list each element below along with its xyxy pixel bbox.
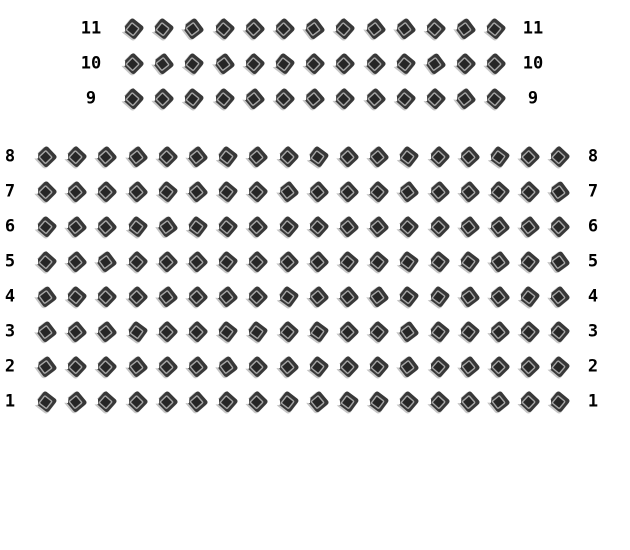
seat-icon[interactable] <box>335 179 361 205</box>
seat-icon[interactable] <box>422 16 448 42</box>
seat-icon[interactable] <box>305 354 331 380</box>
seat-icon[interactable] <box>154 214 180 240</box>
seat-icon[interactable] <box>452 86 478 112</box>
seat-icon[interactable] <box>426 214 452 240</box>
seat-icon[interactable] <box>275 319 301 345</box>
seat-icon[interactable] <box>516 319 542 345</box>
seat-icon[interactable] <box>154 249 180 275</box>
seat-icon[interactable] <box>184 354 210 380</box>
row-label-left: 4 <box>4 286 16 307</box>
row-label-left: 6 <box>4 216 16 237</box>
seat-icon[interactable] <box>456 389 482 415</box>
seat-icon[interactable] <box>33 389 59 415</box>
seat-icon[interactable] <box>426 284 452 310</box>
seat-icon[interactable] <box>305 319 331 345</box>
seat-icon[interactable] <box>546 179 572 205</box>
seat-icon[interactable] <box>214 214 240 240</box>
seat-icon[interactable] <box>211 16 237 42</box>
seat-icon[interactable] <box>456 354 482 380</box>
seat-icon[interactable] <box>154 179 180 205</box>
seat-icon[interactable] <box>124 354 150 380</box>
seat-icon[interactable] <box>214 354 240 380</box>
row-label-left: 8 <box>4 146 16 167</box>
row-label-left: 9 <box>85 88 97 109</box>
seat-icon[interactable] <box>335 354 361 380</box>
seat-icon[interactable] <box>275 214 301 240</box>
row-label-right: 3 <box>587 321 599 342</box>
seat-icon[interactable] <box>180 86 206 112</box>
seat-icon[interactable] <box>516 389 542 415</box>
seat-icon[interactable] <box>422 86 448 112</box>
seat-icon[interactable] <box>244 249 270 275</box>
row-label-right: 5 <box>587 251 599 272</box>
seat-icon[interactable] <box>184 179 210 205</box>
seat-icon[interactable] <box>93 249 119 275</box>
seat-icon[interactable] <box>124 284 150 310</box>
seat-icon[interactable] <box>93 144 119 170</box>
seat-icon[interactable] <box>392 86 418 112</box>
seat-icon[interactable] <box>305 144 331 170</box>
seat-icon[interactable] <box>271 16 297 42</box>
seat-icon[interactable] <box>33 319 59 345</box>
seat-icon[interactable] <box>365 319 391 345</box>
seat-icon[interactable] <box>150 86 176 112</box>
seat-icon[interactable] <box>331 51 357 77</box>
seat-icon[interactable] <box>124 144 150 170</box>
row-label-right: 11 <box>522 18 544 39</box>
seat-icon[interactable] <box>305 179 331 205</box>
row-label-left: 1 <box>4 391 16 412</box>
seat-icon[interactable] <box>516 249 542 275</box>
seat-icon[interactable] <box>546 389 572 415</box>
seat-icon[interactable] <box>486 284 512 310</box>
seat-icon[interactable] <box>482 86 508 112</box>
seat-icon[interactable] <box>154 354 180 380</box>
seat-icon[interactable] <box>301 16 327 42</box>
row-label-left: 11 <box>80 18 102 39</box>
seat-icon[interactable] <box>365 249 391 275</box>
seat-icon[interactable] <box>365 144 391 170</box>
seat-icon[interactable] <box>184 319 210 345</box>
seat-icon[interactable] <box>63 319 89 345</box>
seat-icon[interactable] <box>244 144 270 170</box>
seat-icon[interactable] <box>482 16 508 42</box>
seat-icon[interactable] <box>93 319 119 345</box>
seat-icon[interactable] <box>271 51 297 77</box>
seat-icon[interactable] <box>305 249 331 275</box>
seat-icon[interactable] <box>395 389 421 415</box>
seat-icon[interactable] <box>362 86 388 112</box>
seat-icon[interactable] <box>93 179 119 205</box>
seat-icon[interactable] <box>365 389 391 415</box>
seat-icon[interactable] <box>211 86 237 112</box>
seat-icon[interactable] <box>275 144 301 170</box>
seat-icon[interactable] <box>456 144 482 170</box>
seat-icon[interactable] <box>184 214 210 240</box>
seat-icon[interactable] <box>335 389 361 415</box>
seat-icon[interactable] <box>426 249 452 275</box>
seat-icon[interactable] <box>546 319 572 345</box>
seat-icon[interactable] <box>486 144 512 170</box>
seat-icon[interactable] <box>154 284 180 310</box>
seat-icon[interactable] <box>33 354 59 380</box>
seat-icon[interactable] <box>63 144 89 170</box>
seat-icon[interactable] <box>184 389 210 415</box>
seat-icon[interactable] <box>362 51 388 77</box>
seat-icon[interactable] <box>63 389 89 415</box>
seat-icon[interactable] <box>214 319 240 345</box>
seat-icon[interactable] <box>395 319 421 345</box>
seat-icon[interactable] <box>214 249 240 275</box>
seat-icon[interactable] <box>124 389 150 415</box>
row-label-right: 7 <box>587 181 599 202</box>
seat-icon[interactable] <box>486 214 512 240</box>
seat-icon[interactable] <box>93 389 119 415</box>
row-label-right: 1 <box>587 391 599 412</box>
seat-icon[interactable] <box>301 86 327 112</box>
seat-icon[interactable] <box>275 284 301 310</box>
seat-icon[interactable] <box>93 354 119 380</box>
seat-icon[interactable] <box>456 319 482 345</box>
seat-icon[interactable] <box>426 354 452 380</box>
seat-icon[interactable] <box>365 179 391 205</box>
seat-icon[interactable] <box>120 51 146 77</box>
seat-icon[interactable] <box>546 144 572 170</box>
seat-icon[interactable] <box>516 354 542 380</box>
seat-icon[interactable] <box>335 249 361 275</box>
seat-icon[interactable] <box>244 179 270 205</box>
seat-icon[interactable] <box>184 249 210 275</box>
seat-icon[interactable] <box>305 214 331 240</box>
seat-icon[interactable] <box>63 214 89 240</box>
seat-icon[interactable] <box>546 249 572 275</box>
seat-icon[interactable] <box>395 214 421 240</box>
seat-icon[interactable] <box>546 214 572 240</box>
seat-icon[interactable] <box>63 179 89 205</box>
seat-icon[interactable] <box>365 284 391 310</box>
row-label-left: 3 <box>4 321 16 342</box>
seat-icon[interactable] <box>93 214 119 240</box>
seat-icon[interactable] <box>33 249 59 275</box>
seat-icon[interactable] <box>426 389 452 415</box>
seat-icon[interactable] <box>214 284 240 310</box>
seat-icon[interactable] <box>456 249 482 275</box>
seat-icon[interactable] <box>392 16 418 42</box>
seat-icon[interactable] <box>335 319 361 345</box>
seat-icon[interactable] <box>244 319 270 345</box>
seat-icon[interactable] <box>395 179 421 205</box>
seat-icon[interactable] <box>124 214 150 240</box>
row-label-left: 2 <box>4 356 16 377</box>
seat-icon[interactable] <box>93 284 119 310</box>
row-label-right: 8 <box>587 146 599 167</box>
seat-icon[interactable] <box>395 144 421 170</box>
seat-icon[interactable] <box>33 214 59 240</box>
seat-icon[interactable] <box>335 284 361 310</box>
seat-icon[interactable] <box>335 144 361 170</box>
seat-icon[interactable] <box>211 51 237 77</box>
row-label-left: 7 <box>4 181 16 202</box>
seat-icon[interactable] <box>395 354 421 380</box>
row-label-right: 10 <box>522 53 544 74</box>
seat-icon[interactable] <box>154 144 180 170</box>
row-label-right: 4 <box>587 286 599 307</box>
seat-icon[interactable] <box>180 16 206 42</box>
seat-icon[interactable] <box>486 249 512 275</box>
seat-icon[interactable] <box>244 354 270 380</box>
seat-icon[interactable] <box>124 319 150 345</box>
seat-icon[interactable] <box>33 144 59 170</box>
seat-icon[interactable] <box>214 144 240 170</box>
seat-icon[interactable] <box>482 51 508 77</box>
row-label-left: 10 <box>80 53 102 74</box>
seat-icon[interactable] <box>365 354 391 380</box>
seat-icon[interactable] <box>516 179 542 205</box>
row-label-right: 6 <box>587 216 599 237</box>
seat-icon[interactable] <box>124 179 150 205</box>
seat-icon[interactable] <box>395 249 421 275</box>
seat-icon[interactable] <box>184 144 210 170</box>
seat-icon[interactable] <box>305 389 331 415</box>
seat-icon[interactable] <box>33 179 59 205</box>
seat-icon[interactable] <box>63 354 89 380</box>
seat-icon[interactable] <box>456 179 482 205</box>
seat-icon[interactable] <box>150 16 176 42</box>
seat-icon[interactable] <box>120 16 146 42</box>
seat-icon[interactable] <box>214 389 240 415</box>
seat-icon[interactable] <box>426 179 452 205</box>
seat-icon[interactable] <box>392 51 418 77</box>
seat-icon[interactable] <box>486 354 512 380</box>
seat-icon[interactable] <box>241 16 267 42</box>
seat-icon[interactable] <box>516 214 542 240</box>
seat-icon[interactable] <box>275 179 301 205</box>
seat-icon[interactable] <box>275 249 301 275</box>
seat-icon[interactable] <box>33 284 59 310</box>
seat-icon[interactable] <box>154 389 180 415</box>
seat-icon[interactable] <box>214 179 240 205</box>
seat-icon[interactable] <box>241 86 267 112</box>
seat-icon[interactable] <box>275 354 301 380</box>
seat-icon[interactable] <box>180 51 206 77</box>
seat-icon[interactable] <box>301 51 327 77</box>
seat-icon[interactable] <box>241 51 267 77</box>
seat-icon[interactable] <box>422 51 448 77</box>
row-label-right: 2 <box>587 356 599 377</box>
seat-icon[interactable] <box>546 284 572 310</box>
seat-icon[interactable] <box>362 16 388 42</box>
seat-icon[interactable] <box>271 86 297 112</box>
seat-icon[interactable] <box>244 284 270 310</box>
seat-icon[interactable] <box>456 284 482 310</box>
seat-icon[interactable] <box>63 284 89 310</box>
seat-icon[interactable] <box>516 284 542 310</box>
seat-icon[interactable] <box>331 86 357 112</box>
seat-icon[interactable] <box>335 214 361 240</box>
seat-icon[interactable] <box>154 319 180 345</box>
seat-icon[interactable] <box>331 16 357 42</box>
seat-icon[interactable] <box>456 214 482 240</box>
seat-icon[interactable] <box>486 319 512 345</box>
seat-icon[interactable] <box>426 319 452 345</box>
seat-icon[interactable] <box>150 51 176 77</box>
seat-icon[interactable] <box>452 16 478 42</box>
seat-icon[interactable] <box>546 354 572 380</box>
seat-icon[interactable] <box>244 214 270 240</box>
seat-icon[interactable] <box>426 144 452 170</box>
seat-icon[interactable] <box>395 284 421 310</box>
seat-icon[interactable] <box>365 214 391 240</box>
seat-icon[interactable] <box>184 284 210 310</box>
seat-icon[interactable] <box>124 249 150 275</box>
row-label-right: 9 <box>527 88 539 109</box>
seat-icon[interactable] <box>452 51 478 77</box>
seat-icon[interactable] <box>486 179 512 205</box>
seat-icon[interactable] <box>516 144 542 170</box>
seat-icon[interactable] <box>486 389 512 415</box>
seat-icon[interactable] <box>63 249 89 275</box>
seat-icon[interactable] <box>244 389 270 415</box>
seat-icon[interactable] <box>120 86 146 112</box>
seat-icon[interactable] <box>275 389 301 415</box>
seat-icon[interactable] <box>305 284 331 310</box>
row-label-left: 5 <box>4 251 16 272</box>
